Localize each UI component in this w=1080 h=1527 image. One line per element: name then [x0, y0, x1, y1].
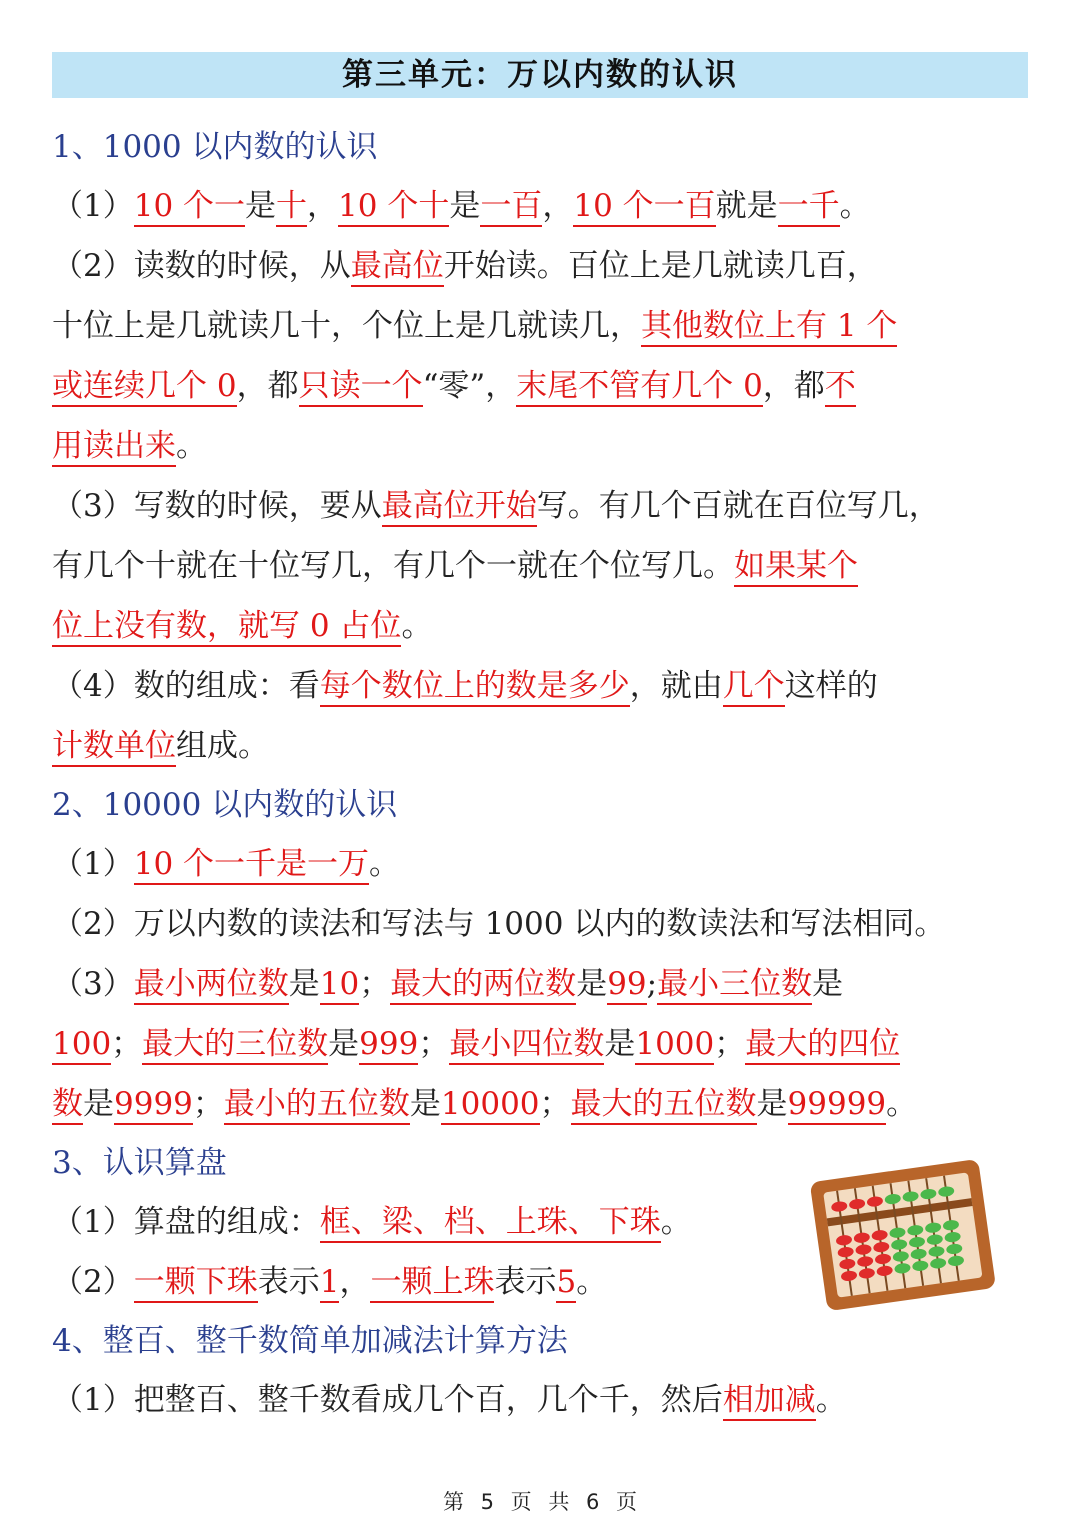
s1-p2-line1: [52, 236, 1028, 296]
text: 是: [756, 1086, 788, 1122]
answer: 10 个一百: [573, 188, 715, 227]
answer: 999: [359, 1026, 418, 1065]
text: （3）写数的时候，要从: [52, 488, 382, 524]
answer: 最大的五位数: [571, 1086, 757, 1125]
text: （1）: [52, 188, 134, 224]
answer: 99: [607, 966, 646, 1005]
text: 组成。: [176, 728, 269, 764]
text: 是: [812, 966, 844, 1002]
text: 。: [369, 846, 401, 882]
text: 。: [815, 1382, 847, 1418]
text: （2）读数的时候，从: [52, 248, 351, 284]
answer: 最高位: [351, 248, 444, 287]
s1-p4-line1: [52, 656, 1028, 716]
text: （2）: [52, 1264, 134, 1300]
answer: 位上没有数，就写 0 占位: [52, 608, 401, 647]
text: ，: [542, 188, 574, 224]
s1-p2-line4: [52, 416, 1028, 476]
answer: 最大的四位: [745, 1026, 900, 1065]
s2-p3-line1: [52, 954, 1028, 1014]
s1-p2-line3: [52, 356, 1028, 416]
s1-p3-line2: [52, 536, 1028, 596]
answer: 最大的两位数: [390, 966, 576, 1005]
text: （3）: [52, 966, 134, 1002]
answer: 几个: [723, 668, 785, 707]
text: 。: [401, 608, 433, 644]
text: 是: [576, 966, 608, 1002]
text: （1）算盘的组成：: [52, 1204, 320, 1240]
text: ，都: [762, 368, 825, 404]
text: ；: [111, 1026, 143, 1062]
text: 表示: [257, 1264, 320, 1300]
text: ；: [418, 1026, 450, 1062]
answer: 相加减: [723, 1382, 816, 1421]
answer: 末尾不管有几个 0: [516, 368, 763, 407]
answer: 1: [320, 1264, 340, 1303]
page-footer: 第 5 页 共 6 页: [442, 1490, 638, 1514]
text: 。: [886, 1086, 918, 1122]
text: 这样的: [784, 668, 878, 704]
text: 写。有几个百就在百位写几，: [536, 488, 940, 524]
text: ，都: [236, 368, 299, 404]
text: ，: [307, 188, 339, 224]
text: ；: [714, 1026, 746, 1062]
text: （1）: [52, 846, 134, 882]
s2-p1: [52, 834, 1028, 894]
s4-p1: [52, 1370, 1028, 1430]
section-heading-2: 2、10000 以内数的认识: [52, 787, 398, 823]
text: ；: [359, 966, 391, 1002]
answer: 数: [52, 1086, 83, 1125]
page-title: 第三单元：万以内数的认识: [52, 52, 1028, 98]
text: ，就由: [629, 668, 723, 704]
text: 。: [176, 428, 207, 464]
s1-p3-line3: [52, 596, 1028, 656]
answer: 一千: [778, 188, 840, 227]
answer: 一颗下珠: [134, 1264, 258, 1303]
answer: 1000: [635, 1026, 714, 1065]
answer: 10 个一: [134, 188, 245, 227]
answer: 如果某个: [734, 548, 858, 587]
answer: 10 个十: [338, 188, 449, 227]
text: 表示: [494, 1264, 557, 1300]
text: 。: [576, 1264, 608, 1300]
answer: 其他数位上有 1 个: [641, 308, 897, 347]
answer: 最大的三位数: [142, 1026, 328, 1065]
answer: 每个数位上的数是多少: [320, 668, 630, 707]
section-heading-3: 3、认识算盘: [52, 1145, 227, 1181]
text: 是: [409, 1086, 441, 1122]
answer: 5: [556, 1264, 576, 1303]
text: 是: [449, 188, 481, 224]
answer: 计数单位: [52, 728, 176, 767]
answer: 最高位开始: [382, 488, 537, 527]
text: 是: [604, 1026, 636, 1062]
answer: 最小四位数: [449, 1026, 604, 1065]
text: 。: [660, 1204, 692, 1240]
text: 是: [83, 1086, 114, 1122]
answer: 一百: [480, 188, 542, 227]
section-heading-4: 4、整百、整千数简单加减法计算方法: [52, 1323, 568, 1359]
answer: 99999: [788, 1086, 887, 1125]
answer: 十: [276, 188, 307, 227]
text: 有几个十就在十位写几，有几个一就在个位写几。: [52, 548, 734, 584]
text: 就是: [715, 188, 778, 224]
text: 开始读。百位上是几就读几百，: [443, 248, 878, 284]
text: 是: [288, 966, 320, 1002]
s1-p4-line2: [52, 716, 1028, 776]
answer: 不: [825, 368, 856, 407]
text: ；: [192, 1086, 224, 1122]
answer: 10 个一千是一万: [134, 846, 369, 885]
text: ，: [339, 1264, 371, 1300]
answer: 100: [52, 1026, 111, 1065]
text: “零”，: [422, 368, 517, 404]
s1-p3-line1: [52, 476, 1028, 536]
s1-p1: [52, 176, 1028, 236]
s2-p2: [52, 894, 1028, 954]
answer: 最小的五位数: [224, 1086, 410, 1125]
text: 。: [839, 188, 871, 224]
text: 是: [328, 1026, 360, 1062]
answer: 或连续几个 0: [52, 368, 237, 407]
answer: 9999: [114, 1086, 193, 1125]
abacus-icon: [810, 1160, 996, 1312]
s1-p2-line2: [52, 296, 1028, 356]
answer: 最小两位数: [134, 966, 289, 1005]
section-heading-1: 1、1000 以内数的认识: [52, 129, 378, 165]
answer: 用读出来: [52, 428, 176, 467]
answer: 10: [320, 966, 359, 1005]
text: （4）数的组成：看: [52, 668, 320, 704]
answer: 一颗上珠: [370, 1264, 494, 1303]
answer: 最小三位数: [657, 966, 812, 1005]
text: （1）把整百、整千数看成几个百，几个千，然后: [52, 1382, 723, 1418]
s2-p3-line3: [52, 1074, 1028, 1134]
text: ；: [539, 1086, 571, 1122]
answer: 10000: [441, 1086, 540, 1125]
text: ;: [646, 966, 658, 1002]
answer: 框、梁、档、上珠、下珠: [320, 1204, 661, 1243]
s2-p3-line2: [52, 1014, 1028, 1074]
text: 十位上是几就读几十，个位上是几就读几，: [52, 308, 641, 344]
text: （2）万以内数的读法和写法与 1000 以内的数读法和写法相同。: [52, 906, 946, 942]
answer: 只读一个: [299, 368, 423, 407]
text: 是: [245, 188, 277, 224]
